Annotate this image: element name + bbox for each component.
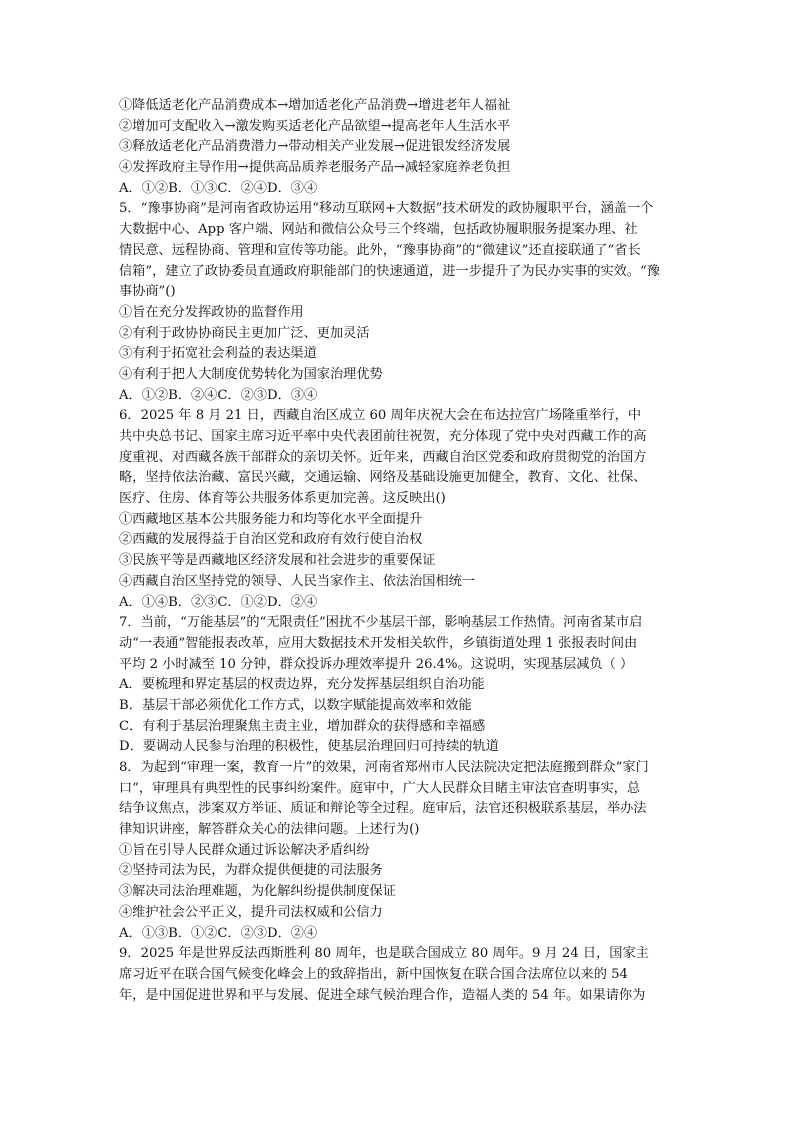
answer-options: A．①③B．①②C．②③D．②④ bbox=[119, 925, 318, 941]
text-line: ④西藏自治区坚持党的领导、人民当家作主、依法治国相统一 bbox=[119, 573, 476, 589]
text-line: ①旨在引导人民群众通过诉讼解决矛盾纠纷 bbox=[119, 842, 370, 858]
answer-options: A．①②B．②④C．②③D．③④ bbox=[119, 387, 318, 403]
option-b: B．基层干部必须优化工作方式，以数字赋能提高效率和效能 bbox=[119, 697, 472, 713]
text-line: 情民意、远程协商、管理和宣传等功能。此外，“豫事协商”的“微建议”还直接联通了“省长 bbox=[119, 242, 641, 258]
text-line: 事协商”() bbox=[119, 284, 176, 300]
text-line: 5．“豫事协商”是河南省政协运用“移动互联网+大数据”技术研发的政协履职平台，涵盖一个 bbox=[119, 201, 654, 217]
text-line: ③民族平等是西藏地区经济发展和社会进步的重要保证 bbox=[119, 553, 436, 569]
text-line: 略，坚持依法治藏、富民兴藏，交通运输、网络及基础设施更加健全，教育、文化、社保、 bbox=[119, 470, 647, 486]
text-line: 9．2025 年是世界反法西斯胜利 80 周年，也是联合国成立 80 周年。9 月 24 日，国家主 bbox=[119, 946, 649, 962]
text-line: 动“一表通”智能报表改革，应用大数据技术开发相关软件，乡镇街道处理 1 张报表时间由 bbox=[119, 635, 638, 651]
text-line: 信箱”，建立了政协委员直通政府职能部门的快速通道，进一步提升了为民办实事的实效。“豫 bbox=[119, 263, 660, 279]
text-line: ③解决司法治理难题，为化解纠纷提供制度保证 bbox=[119, 884, 396, 900]
text-line: 律知识讲座，解答群众关心的法律问题。上述行为() bbox=[119, 822, 420, 838]
text-line: ④维护社会公平正义，提升司法权威和公信力 bbox=[119, 904, 383, 920]
option-a: A．要梳理和界定基层的权责边界，充分发挥基层组织自治功能 bbox=[119, 677, 485, 693]
text-line: 度重视、对西藏各族干部群众的亲切关怀。近年来，西藏自治区党委和政府贯彻党的治国方 bbox=[119, 449, 647, 465]
text-line: ②坚持司法为民，为群众提供便捷的司法服务 bbox=[119, 863, 383, 879]
text-line: ④发挥政府主导作用→提供高品质养老服务产品→减轻家庭养老负担 bbox=[119, 160, 511, 176]
document-body bbox=[119, 96, 685, 1006]
text-line: ②增加可支配收入→激发购买适老化产品欲望→提高老年人生活水平 bbox=[119, 118, 511, 134]
text-line: 年，是中国促进世界和平与发展、促进全球气候治理合作，造福人类的 54 年。如果请你为 bbox=[119, 987, 646, 1003]
answer-options: A．①④B．②③C．①②D．②④ bbox=[119, 594, 318, 610]
text-line: 7．当前，“万能基层”的“无限责任”困扰不少基层干部，影响基层工作热情。河南省某市启 bbox=[119, 615, 643, 631]
text-line: ②西藏的发展得益于自治区党和政府有效行使自治权 bbox=[119, 532, 423, 548]
text-line: ②有利于政协协商民主更加广泛、更加灵活 bbox=[119, 325, 370, 341]
text-line: ③有利于拓宽社会利益的表达渠道 bbox=[119, 346, 317, 362]
text-line: 口”，审理具有典型性的民事纠纷案件。庭审中，广大人民群众目睹主审法官查明事实，总 bbox=[119, 780, 641, 796]
text-line: ①降低适老化产品消费成本→增加适老化产品消费→增进老年人福祉 bbox=[119, 98, 511, 113]
text-line: 结争议焦点，涉案双方举证、质证和辩论等全过程。庭审后，法官还积极联系基层，举办法 bbox=[119, 801, 647, 817]
text-line: ①西藏地区基本公共服务能力和均等化水平全面提升 bbox=[119, 511, 423, 527]
text-line: ①旨在充分发挥政协的监督作用 bbox=[119, 304, 304, 320]
text-line: 平均 2 小时减至 10 分钟，群众投诉办理效率提升 26.4%。这说明，实现基层减负（ ） bbox=[119, 656, 634, 672]
answer-options: A．①②B．①③C．②④D．③④ bbox=[119, 180, 318, 196]
text-line: 大数据中心、App 客户端、网站和微信公众号三个终端，包括政协履职服务提案办理、社 bbox=[119, 222, 638, 238]
option-c: C．有利于基层治理聚焦主责主业，增加群众的获得感和幸福感 bbox=[119, 718, 486, 734]
text-line: ④有利于把人大制度优势转化为国家治理优势 bbox=[119, 366, 383, 382]
option-d: D．要调动人民参与治理的积极性，使基层治理回归可持续的轨道 bbox=[119, 739, 499, 755]
text-line: 医疗、住房、体育等公共服务体系更加完善。这反映出() bbox=[119, 491, 446, 507]
text-line: 席习近平在联合国气候变化峰会上的致辞指出，新中国恢复在联合国合法席位以来的 54 bbox=[119, 966, 628, 982]
text-line: 6．2025 年 8 月 21 日，西藏自治区成立 60 周年庆祝大会在布达拉宫广场隆重举行，中 bbox=[119, 408, 642, 424]
text-line: 8．为起到“审理一案，教育一片”的效果，河南省郑州市人民法院决定把法庭搬到群众“家门 bbox=[119, 760, 649, 775]
text-line: 共中央总书记、国家主席习近平率中央代表团前往祝贺，充分体现了党中央对西藏工作的高 bbox=[119, 429, 647, 444]
text-line: ③释放适老化产品消费潜力→带动相关产业发展→促进银发经济发展 bbox=[119, 139, 511, 155]
